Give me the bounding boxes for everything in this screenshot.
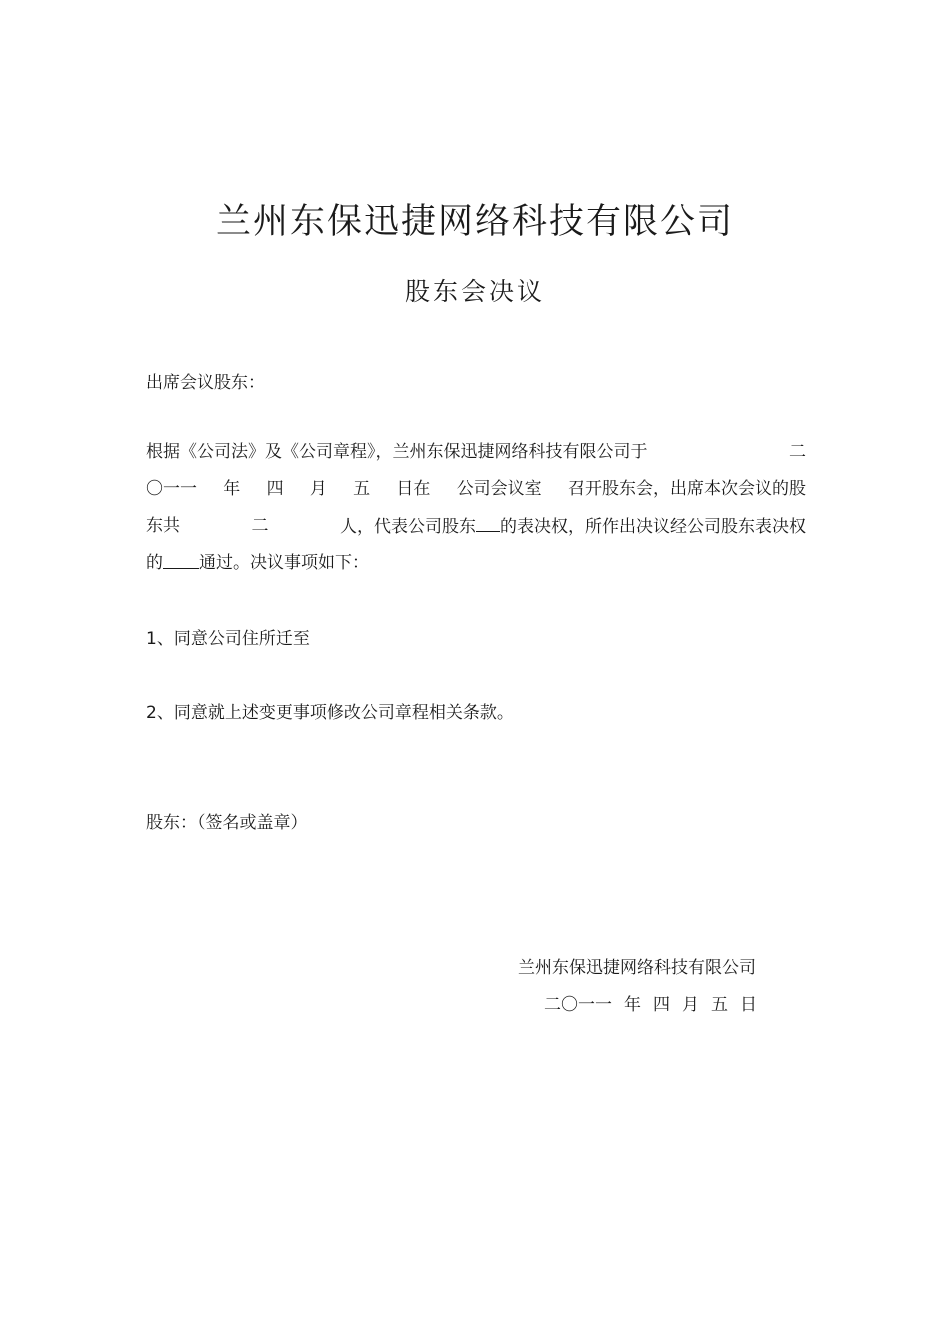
footer-company: 兰州东保迅捷网络科技有限公司 — [518, 958, 756, 978]
paragraph-line — [146, 513, 806, 550]
company-title: 兰州东保迅捷网络科技有限公司 — [215, 202, 734, 242]
date-part: 五 — [711, 995, 728, 1015]
paragraph-text: 召开股东会，出席本次会议的股 — [567, 479, 806, 499]
document-subtitle: 股东会决议 — [404, 277, 545, 306]
fill-blank[interactable] — [163, 550, 199, 569]
paragraph-text: 日在 — [396, 479, 431, 499]
resolution-paragraph — [146, 439, 806, 587]
paragraph-text: 二 — [251, 516, 269, 536]
date-part: 年 — [624, 995, 641, 1015]
paragraph-text: 四 — [266, 479, 284, 499]
paragraph-line — [146, 439, 806, 476]
paragraph-text: 公司会议室 — [456, 479, 542, 499]
paragraph-text: 月 — [309, 479, 327, 499]
date-part: 月 — [682, 995, 699, 1015]
paragraph-line — [146, 550, 806, 587]
paragraph-text: 年 — [223, 479, 241, 499]
paragraph-text: 东共 — [146, 516, 180, 536]
paragraph-text: 的 — [146, 553, 163, 573]
fill-blank[interactable] — [476, 513, 500, 532]
attendees-label: 出席会议股东： — [146, 373, 265, 393]
paragraph-line — [146, 476, 806, 513]
paragraph-text: 人，代表公司股东 — [340, 517, 476, 537]
resolution-item: 2、同意就上述变更事项修改公司章程相关条款。 — [146, 703, 514, 723]
date-part: 日 — [740, 995, 757, 1015]
paragraph-text: 〇一一 — [146, 479, 197, 499]
date-part: 二〇一一 — [544, 995, 612, 1015]
signature-label: 股东：（签名或盖章） — [146, 813, 308, 833]
paragraph-text: 通过。决议事项如下： — [199, 553, 369, 573]
footer-date — [544, 992, 757, 1018]
date-part: 四 — [653, 995, 670, 1015]
resolution-item: 1、同意公司住所迁至 — [146, 629, 310, 649]
paragraph-text: 二 — [789, 442, 806, 462]
paragraph-text: 根据《公司法》及《公司章程》，兰州东保迅捷网络科技有限公司于 — [146, 442, 648, 462]
paragraph-text — [340, 513, 806, 550]
paragraph-text: 的表决权，所作出决议经公司股东表决权 — [500, 517, 806, 537]
paragraph-text: 五 — [353, 479, 371, 499]
